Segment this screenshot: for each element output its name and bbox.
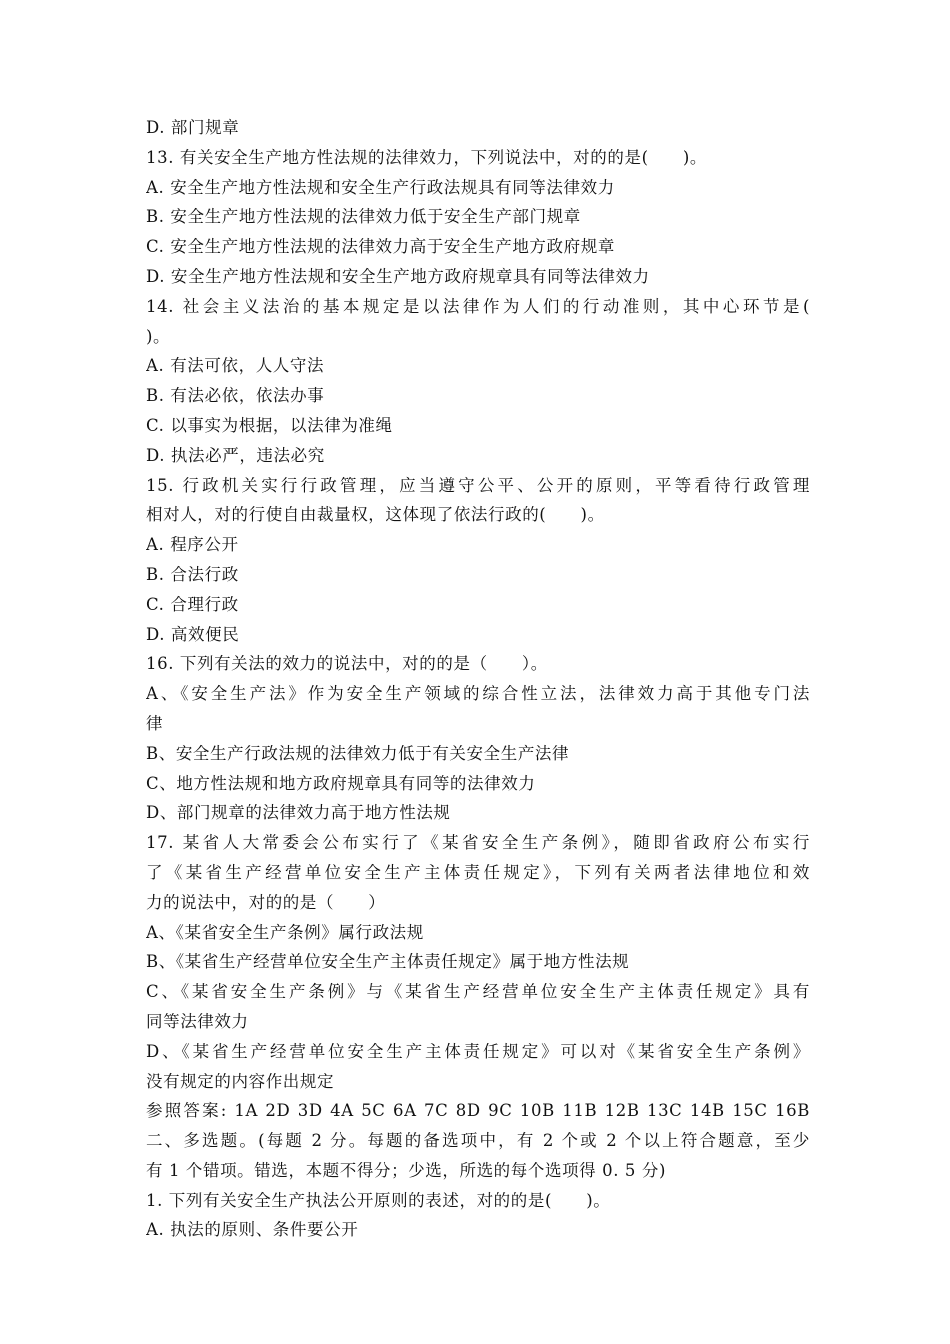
document-body <box>146 113 810 1245</box>
option-17-d: D、《某省生产经营单位安全生产主体责任规定》可以对《某省安全生产条例》 <box>146 1041 810 1061</box>
question-15: 15. 行政机关实行行政管理，应当遵守公平、公开的原则，平等看待行政管理 <box>146 475 810 495</box>
question-13: 13. 有关安全生产地方性法规的法律效力，下列说法中，对的的是( )。 <box>146 147 707 167</box>
option-17-c-continued: 同等法律效力 <box>146 1011 249 1031</box>
option-15-a: A. 程序公开 <box>146 535 239 555</box>
option-15-b: B. 合法行政 <box>146 564 239 584</box>
question-17-continued: 了《某省生产经营单位安全生产主体责任规定》，下列有关两者法律地位和效 <box>146 862 810 882</box>
option-13-c: C. 安全生产地方性法规的法律效力高于安全生产地方政府规章 <box>146 237 615 257</box>
option-12-d: D. 部门规章 <box>146 118 240 137</box>
option-14-b: B. 有法必依，依法办事 <box>146 386 325 406</box>
question-16: 16. 下列有关法的效力的说法中，对的的是（ ）。 <box>146 654 548 674</box>
option-14-d: D. 执法必严，违法必究 <box>146 445 325 465</box>
option-13-a: A. 安全生产地方性法规和安全生产行政法规具有同等法律效力 <box>146 177 615 197</box>
question-17: 17. 某省人大常委会公布实行了《某省安全生产条例》，随即省政府公布实行 <box>146 833 810 853</box>
option-16-d: D、部门规章的法律效力高于地方性法规 <box>146 803 451 823</box>
question-14-continued: )。 <box>146 326 171 346</box>
question-14: 14. 社会主义法治的基本规定是以法律作为人们的行动准则，其中心环节是( <box>146 296 810 316</box>
option-16-c: C、地方性法规和地方政府规章具有同等的法律效力 <box>146 773 536 793</box>
answer-key: 参照答案: 1A 2D 3D 4A 5C 6A 7C 8D 9C 10B 11B 12B 13C 14B 15C 16B <box>146 1101 810 1121</box>
multi-option-1-a: A. 执法的原则、条件要公开 <box>146 1220 359 1240</box>
multi-question-1: 1. 下列有关安全生产执法公开原则的表述，对的的是( )。 <box>146 1190 611 1210</box>
option-16-b: B、安全生产行政法规的法律效力低于有关安全生产法律 <box>146 743 570 763</box>
question-17-end: 力的说法中，对的的是（ ） <box>146 892 386 912</box>
option-17-c: C、《某省安全生产条例》与《某省生产经营单位安全生产主体责任规定》具有 <box>146 982 810 1002</box>
option-17-a: A、《某省安全生产条例》属行政法规 <box>146 922 424 942</box>
question-15-continued: 相对人，对的行使自由裁量权，这体现了依法行政的( )。 <box>146 505 605 525</box>
option-15-c: C. 合理行政 <box>146 594 239 614</box>
section-heading-multiple-choice: 二、多选题。(每题 2 分。每题的备选项中，有 2 个或 2 个以上符合题意，至少 <box>146 1131 810 1151</box>
option-14-a: A. 有法可依，人人守法 <box>146 356 325 376</box>
option-14-c: C. 以事实为根据，以法律为准绳 <box>146 415 393 435</box>
option-13-d: D. 安全生产地方性法规和安全生产地方政府规章具有同等法律效力 <box>146 266 650 286</box>
option-16-a: A、《安全生产法》作为安全生产领域的综合性立法，法律效力高于其他专门法 <box>146 684 810 704</box>
option-17-d-continued: 没有规定的内容作出规定 <box>146 1071 335 1091</box>
option-13-b: B. 安全生产地方性法规的法律效力低于安全生产部门规章 <box>146 207 581 227</box>
option-17-b: B、《某省生产经营单位安全生产主体责任规定》属于地方性法规 <box>146 952 630 972</box>
option-16-a-continued: 律 <box>146 713 164 733</box>
option-15-d: D. 高效便民 <box>146 624 240 644</box>
section-heading-continued: 有 1 个错项。错选，本题不得分；少选，所选的每个选项得 0. 5 分) <box>146 1160 666 1180</box>
